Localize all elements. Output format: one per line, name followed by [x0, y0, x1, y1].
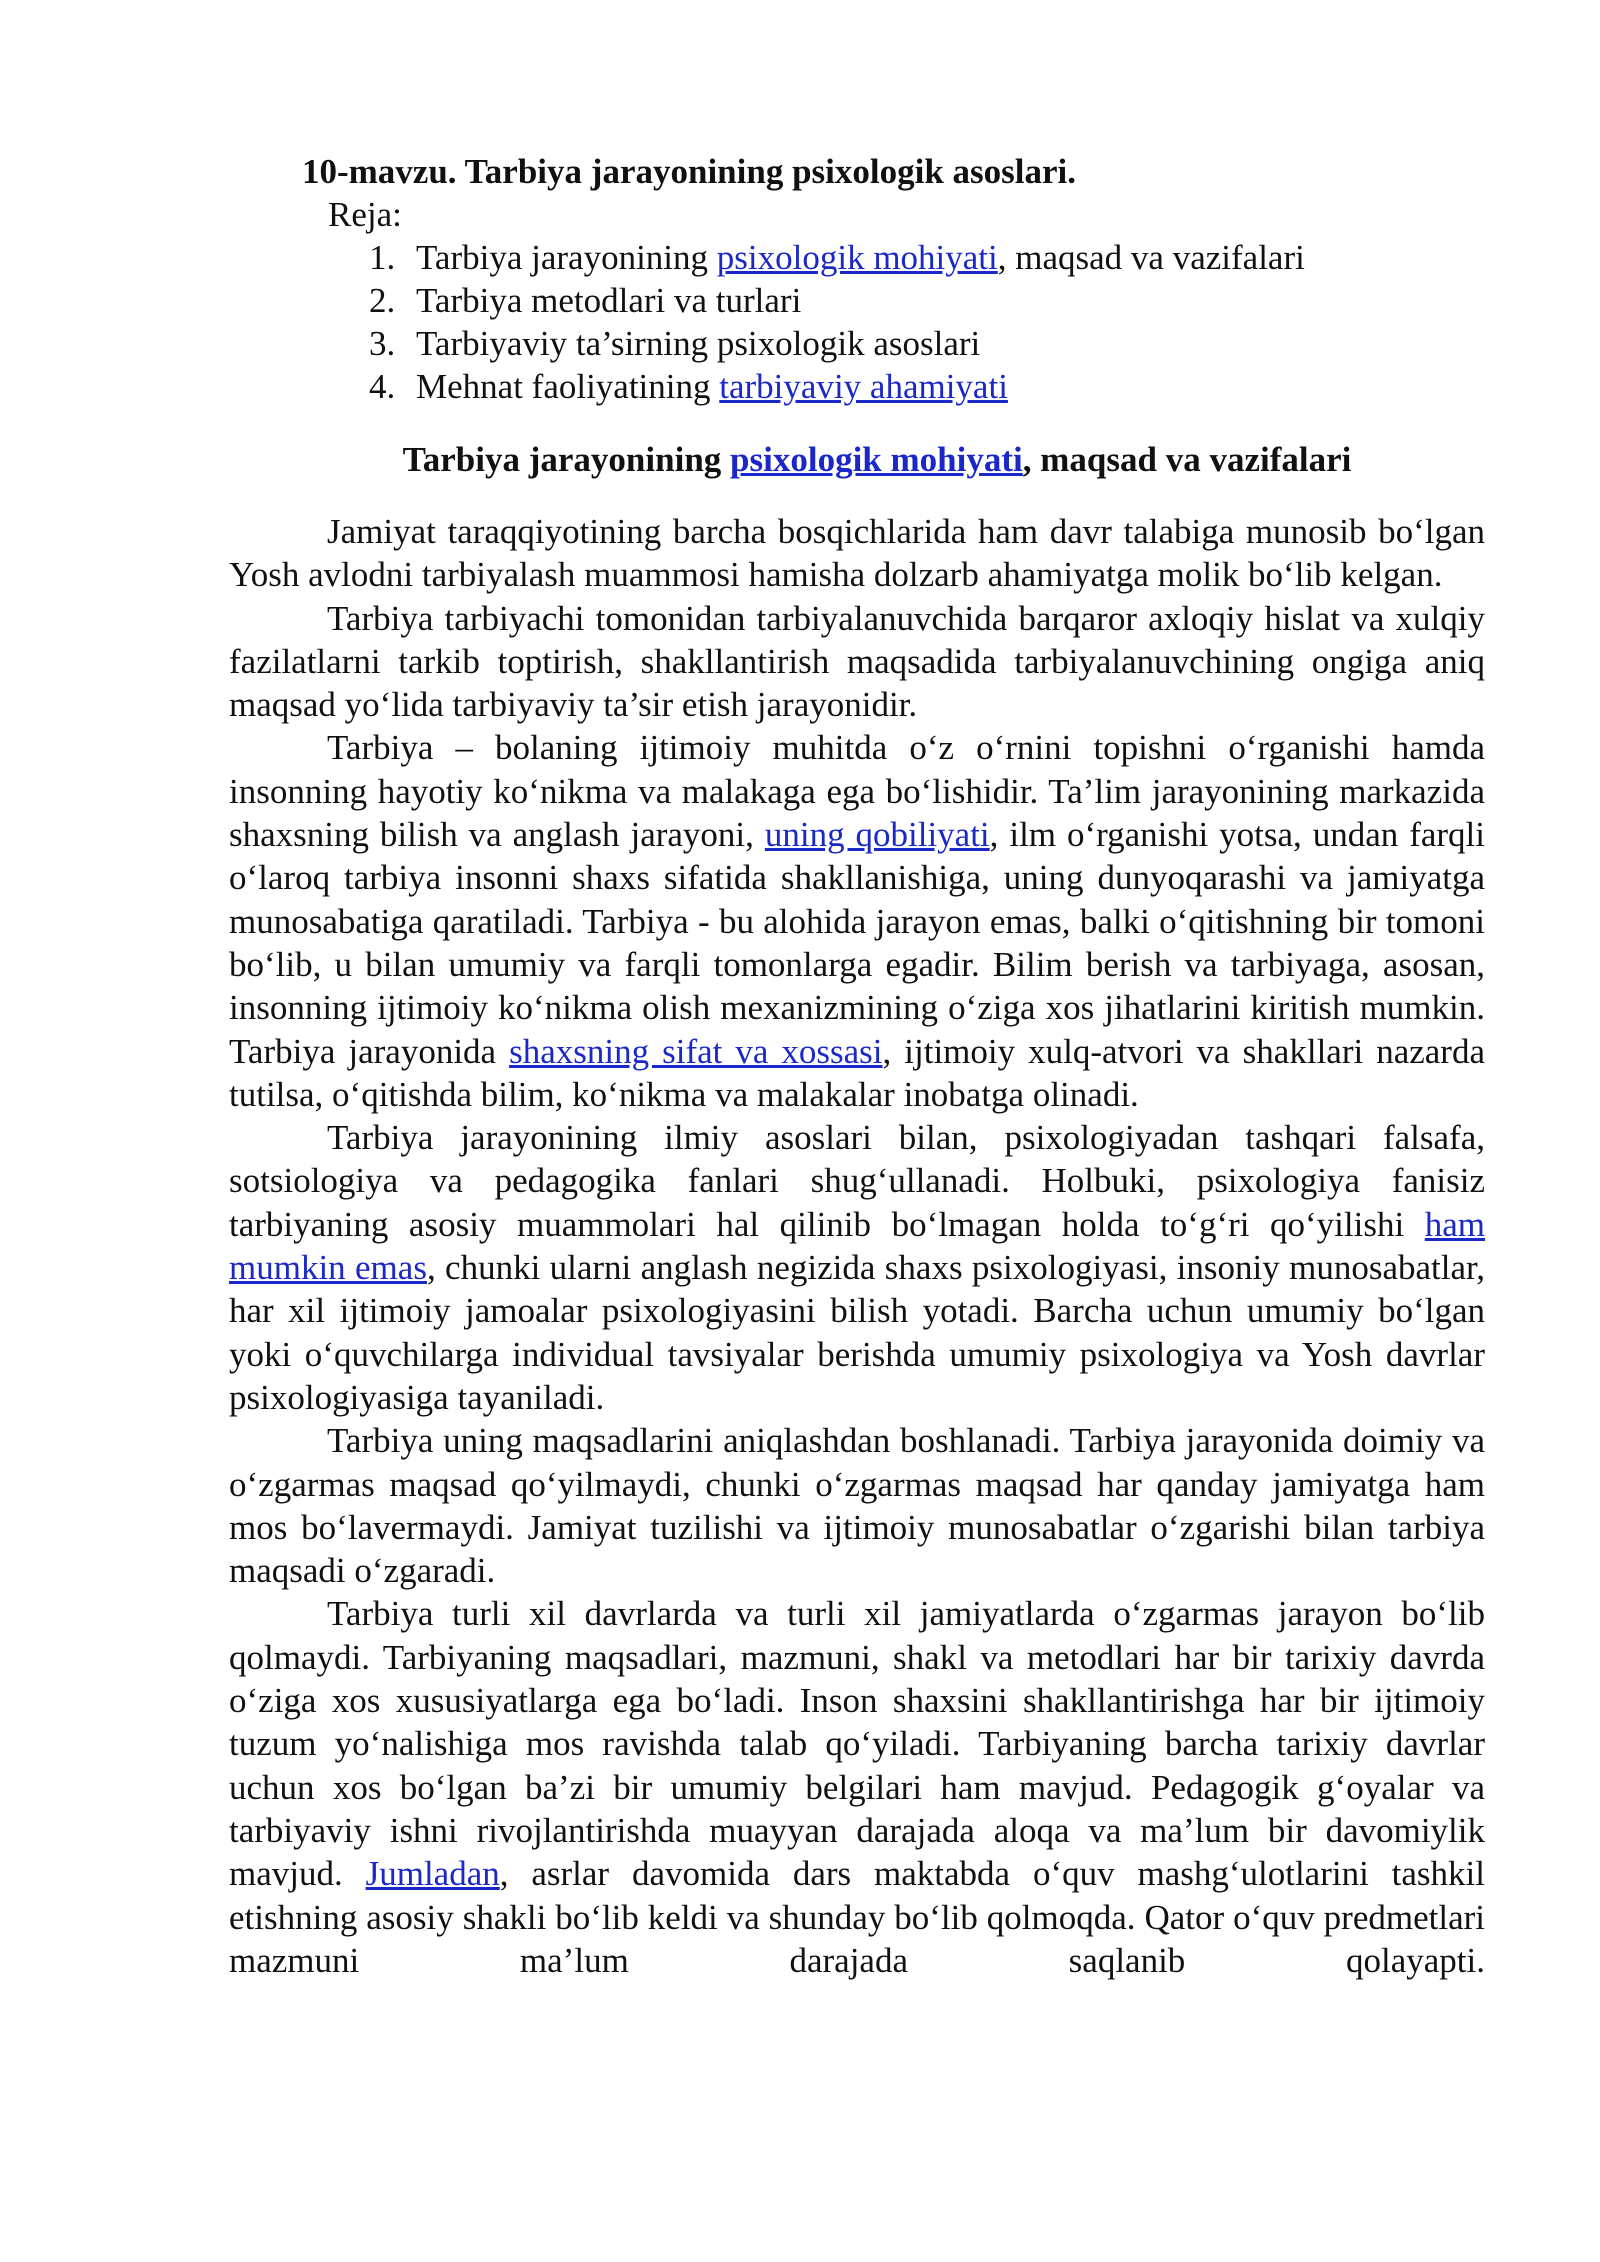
plan-item	[369, 322, 1485, 365]
document-page	[229, 150, 1485, 1982]
paragraph-text: , asrlar davomida dars maktabda o‘quv mashg‘ulotlarini tashkil etishning asosiy shakli bo‘lib keldi va shunday bo‘lib qolmoqda. Qator o‘quv predmetlari mazmuni ma’lum darajada saqlanib qolayapti.	[229, 1854, 1486, 1980]
plan-item	[369, 365, 1485, 408]
inline-link[interactable]: uning qobiliyati	[764, 815, 990, 855]
paragraph	[229, 1116, 1485, 1419]
plan-label: Reja:	[328, 195, 402, 234]
plan-item-link[interactable]: tarbiyaviy ahamiyati	[719, 367, 1008, 406]
paragraph	[229, 597, 1485, 727]
plan-item-link[interactable]: psixologik mohiyati	[716, 238, 998, 277]
plan-item-number: 1.	[369, 238, 396, 277]
paragraph	[229, 1592, 1485, 1982]
paragraph-text: , ijtimoiy xulq-atvori va shakllari nazarda tutilsa, o‘qitishda bilim, ko‘nikma va malakalar inobatga olinadi.	[229, 1031, 1485, 1114]
paragraph-text: Tarbiya jarayonining ilmiy asoslari bilan, psixologiyadan tashqari falsafa, sotsiologiya va pedagogika fanlari shug‘ullanadi. Holbuki, psixologiya fanisiz tarbiyaning asosiy muammolari hal qilinib bo‘lmagan holda to‘g‘ri qo‘yilishi	[229, 1118, 1485, 1244]
plan-list	[229, 236, 1485, 408]
plan-item-text: Tarbiyaviy ta’sirning psixologik asoslari	[416, 324, 981, 363]
paragraph-text: Tarbiya uning maqsadlarini aniqlashdan boshlanadi. Tarbiya jarayonida doimiy va o‘zgarmas maqsad qo‘yilmaydi, chunki o‘zgarmas maqsad har qanday jamiyatga ham mos bo‘lavermaydi. Jamiyat tuzilishi va ijtimoiy munosabatlar o‘zgarishi bilan tarbiya maqsadi o‘zgaradi.	[229, 1421, 1485, 1591]
paragraph-text: Tarbiya – bolaning ijtimoiy muhitda o‘z o‘rnini topishni o‘rganishi hamda insonning hayotiy ko‘nikma va malakaga ega bo‘lishidir. Ta’lim jarayonining markazida shaxsning bilish va anglash jarayoni,	[229, 728, 1485, 855]
plan-item-text: Tarbiya jarayonining	[416, 238, 717, 277]
paragraph-text: , chunki ularni anglash negizida shaxs psixologiyasi, insoniy munosabatlar, har xil ijtimoiy jamoalar psixologiyasini bilish yotadi. Barcha uchun umumiy bo‘lgan yoki o‘quvchilarga individual tavsiyalar berishda umumiy psixologiya va Yosh davrlar psixologiyasiga tayaniladi.	[229, 1248, 1485, 1417]
inline-link[interactable]: shaxsning sifat va xossasi	[509, 1031, 883, 1071]
section-heading-text: Tarbiya jarayonining	[402, 440, 731, 479]
section-heading-text-end: , maqsad va vazifalari	[1022, 440, 1352, 479]
paragraph-text: Jamiyat taraqqiyotining barcha bosqichlarida ham davr talabiga munosib bo‘lgan Yosh avlodni tarbiyalash muammosi hamisha dolzarb ahamiyatga molik bo‘lib kelgan.	[229, 512, 1485, 595]
plan-item-text: Mehnat faoliyatining	[416, 367, 720, 406]
plan-item-number: 3.	[369, 324, 396, 363]
paragraph	[229, 1419, 1485, 1592]
section-heading	[229, 438, 1485, 481]
page-title: 10-mavzu. Tarbiya jarayonining psixologik asoslari.	[302, 152, 1077, 191]
plan-item-number: 4.	[369, 367, 396, 406]
plan-item	[369, 279, 1485, 322]
inline-link[interactable]: ham mumkin emas	[229, 1204, 1485, 1288]
paragraph-text: Tarbiya tarbiyachi tomonidan tarbiyalanuvchida barqaror axloqiy hislat va xulqiy fazilatlarni tarkib toptirish, shakllantirish maqsadida tarbiyalanuvchining ongiga aniq maqsad yo‘lida tarbiyaviy ta’sir etish jarayonidir.	[229, 598, 1485, 725]
inline-link[interactable]: Jumladan	[365, 1854, 500, 1894]
paragraph-text: Tarbiya turli xil davrlarda va turli xil jamiyatlarda o‘zgarmas jarayon bo‘lib qolmaydi. Tarbiyaning maqsadlari, mazmuni, shakl va metodlari har bir tarixiy davrda o‘ziga xos xususiyatlarga ega bo‘ladi. Inson shaxsini shakllantirishga har bir ijtimoiy tuzum yo‘nalishiga mos ravishda talab qo‘yiladi. Tarbiyaning barcha tarixiy davrlar uchun xos bo‘lgan ba’zi bir umumiy belgilari ham mavjud. Pedagogik g‘oyalar va tarbiyaviy ishni rivojlantirishda muayyan darajada aloqa va ma’lum bir davomiylik mavjud.	[229, 1594, 1485, 1894]
section-heading-link[interactable]: psixologik mohiyati	[730, 440, 1023, 479]
paragraph-text: , ilm o‘rganishi yotsa, undan farqli o‘laroq tarbiya insonni shaxs sifatida shakllanishiga, uning dunyoqarashi va jamiyatga munosabatiga qaratiladi. Tarbiya - bu alohida jarayon emas, balki o‘qitishning bir tomoni bo‘lib, u bilan umumiy va farqli tomonlarga egadir. Bilim berish va tarbiyaga, asosan, insonning ijtimoiy ko‘nikma olish mexanizmining o‘ziga xos jihatlarini kiritish mumkin. Tarbiya jarayonida	[229, 815, 1485, 1071]
plan-item-text-end: , maqsad va vazifalari	[997, 238, 1305, 277]
plan-item-text: Tarbiya metodlari va turlari	[416, 281, 802, 320]
paragraph	[229, 726, 1485, 1116]
paragraph	[229, 510, 1485, 597]
plan-item-number: 2.	[369, 281, 396, 320]
plan-item	[369, 236, 1485, 279]
